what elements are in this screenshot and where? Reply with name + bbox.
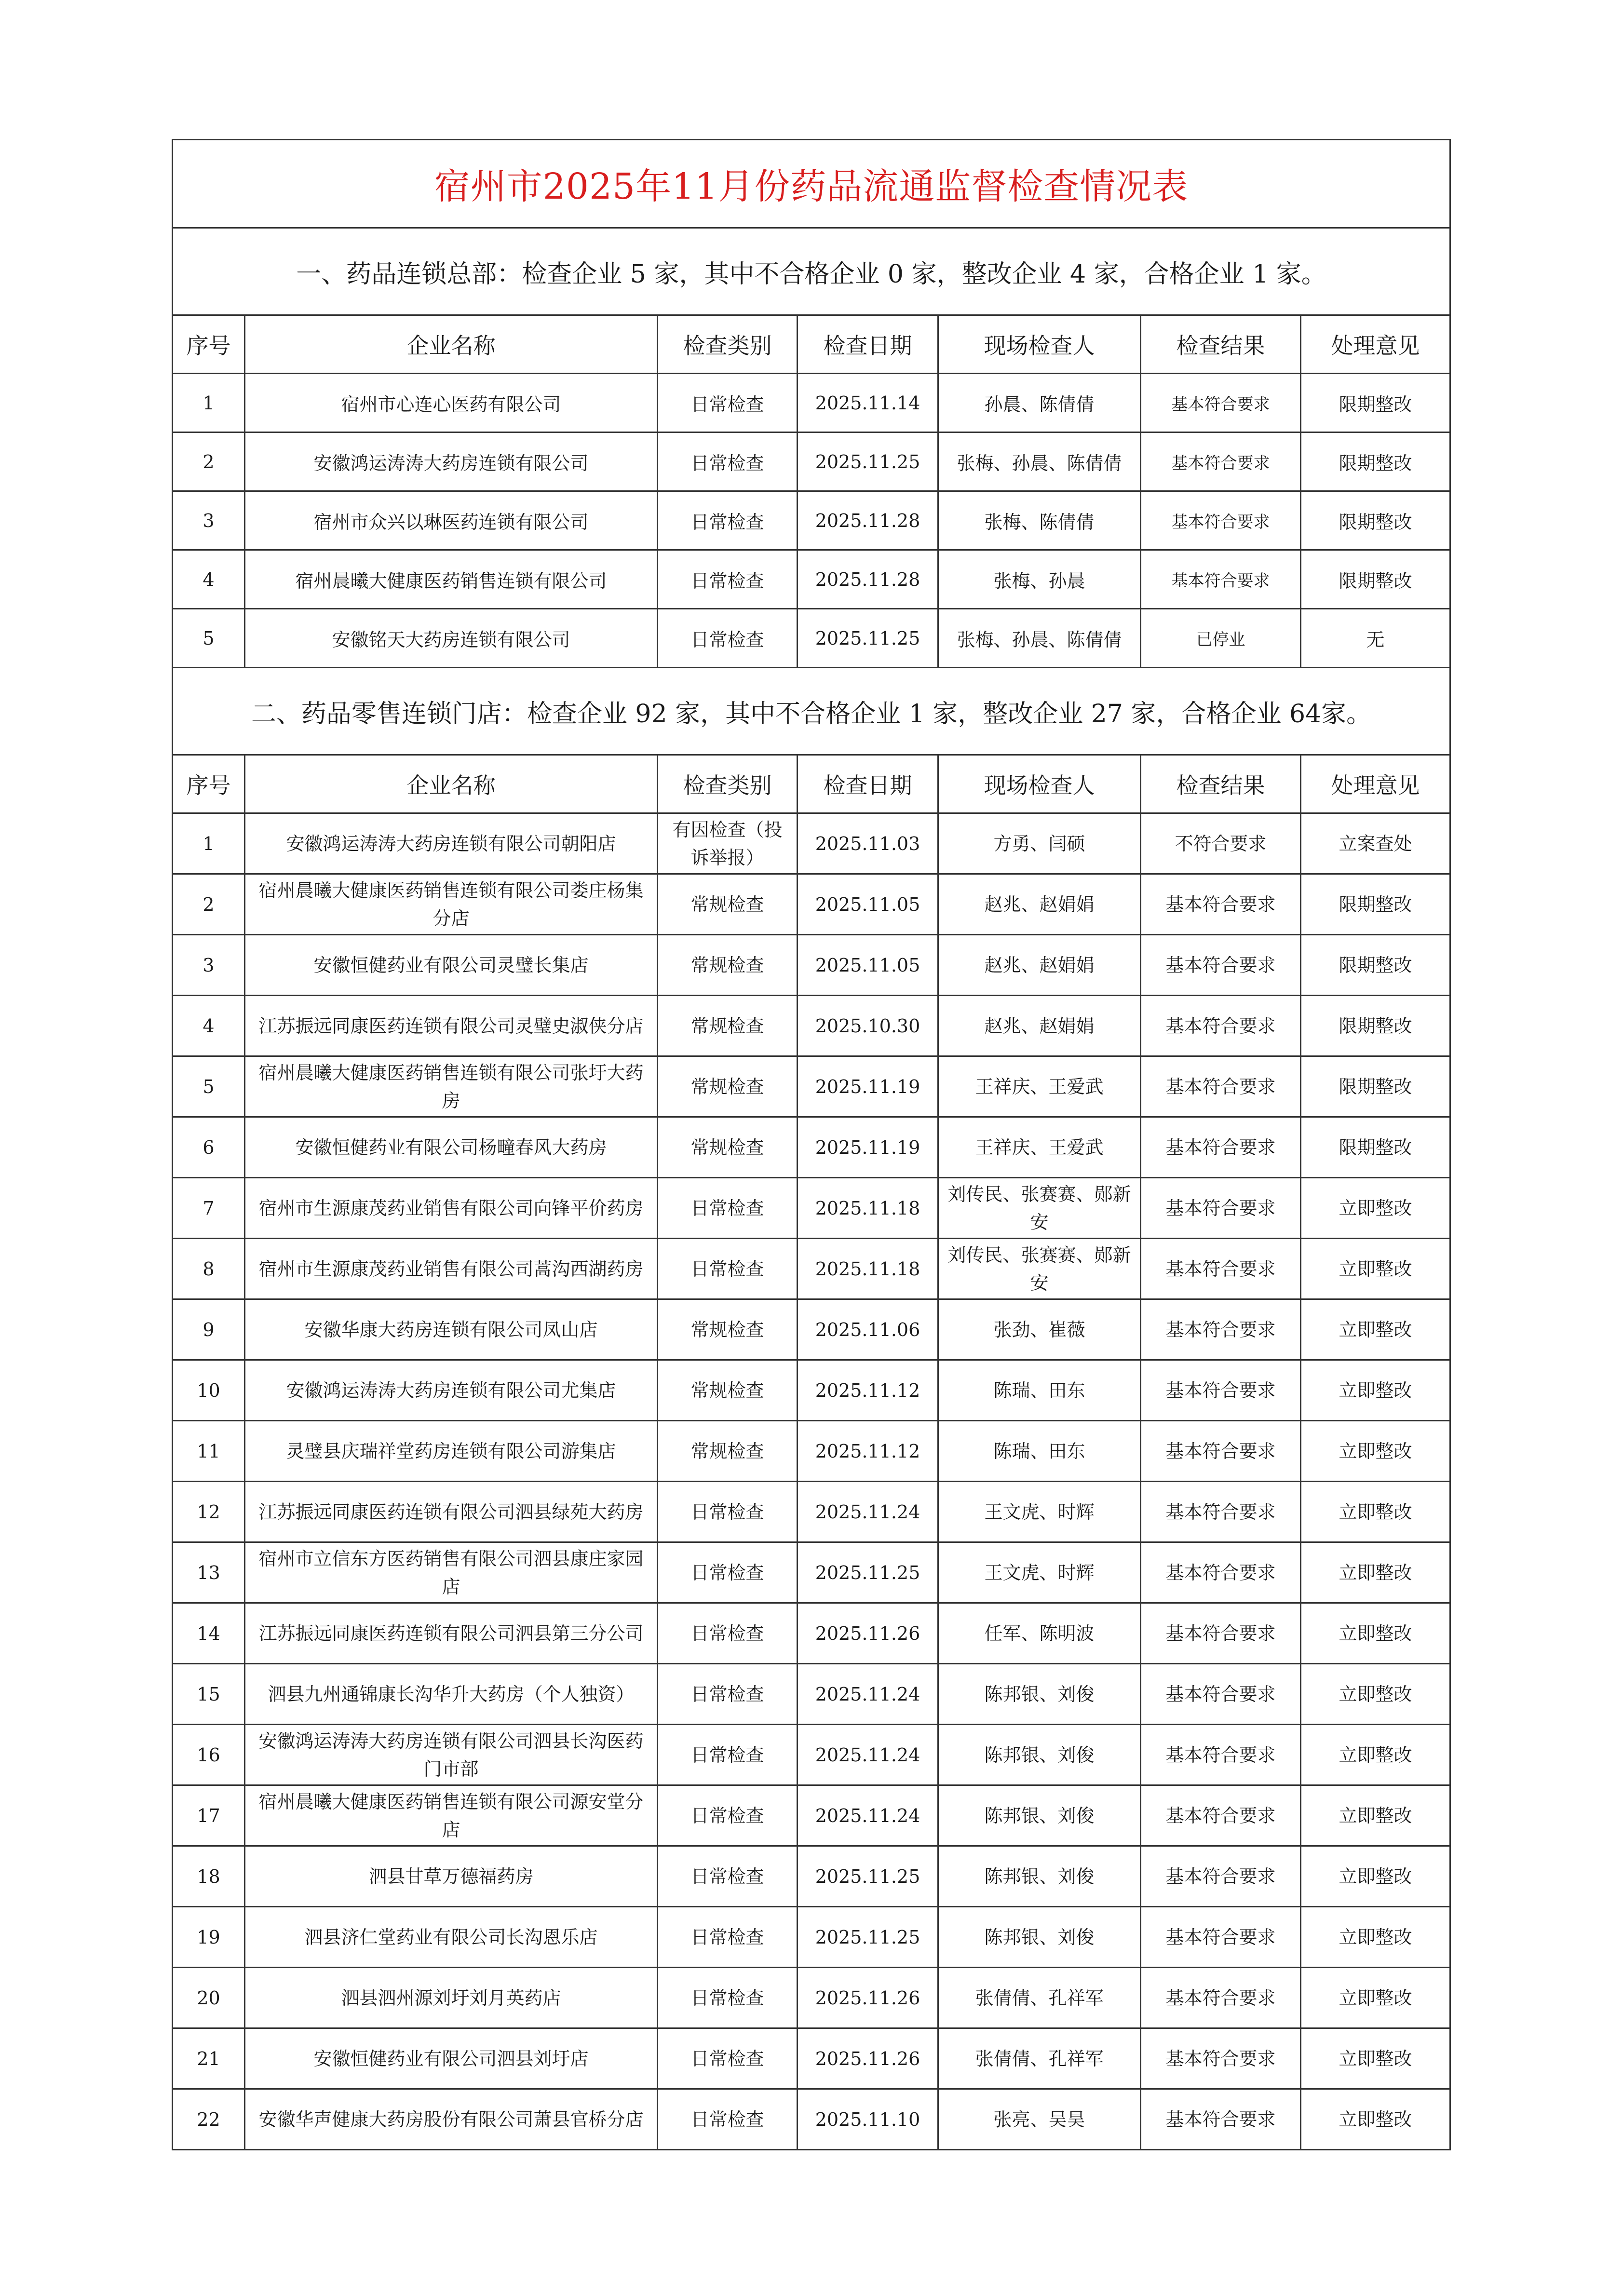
cell-name: 安徽铭天大药房连锁有限公司 <box>245 609 658 668</box>
cell-name: 安徽鸿运涛涛大药房连锁有限公司尤集店 <box>245 1360 658 1421</box>
cell-result: 基本符合要求 <box>1141 2028 1301 2089</box>
cell-type: 日常检查 <box>658 1239 798 1299</box>
cell-result: 基本符合要求 <box>1141 874 1301 935</box>
cell-date: 2025.11.12 <box>798 1421 938 1482</box>
cell-name: 宿州市生源康茂药业销售有限公司向锋平价药房 <box>245 1178 658 1239</box>
cell-type: 日常检查 <box>658 1725 798 1785</box>
cell-inspectors: 刘传民、张赛赛、郧新安 <box>938 1178 1141 1239</box>
header-date: 检查日期 <box>798 315 938 374</box>
cell-date: 2025.11.28 <box>798 550 938 609</box>
cell-no: 19 <box>173 1907 245 1968</box>
table-row <box>173 491 1450 550</box>
cell-type: 常规检查 <box>658 996 798 1056</box>
cell-name: 宿州市众兴以琳医药连锁有限公司 <box>245 491 658 550</box>
cell-result: 基本符合要求 <box>1141 1360 1301 1421</box>
cell-result: 不符合要求 <box>1141 813 1301 874</box>
cell-name: 泗县甘草万德福药房 <box>245 1846 658 1907</box>
cell-action: 限期整改 <box>1301 491 1450 550</box>
header-inspectors: 现场检查人 <box>938 755 1141 813</box>
cell-date: 2025.11.06 <box>798 1299 938 1360</box>
header-result: 检查结果 <box>1141 755 1301 813</box>
cell-name: 安徽华声健康大药房股份有限公司萧县官桥分店 <box>245 2089 658 2150</box>
table-row <box>173 1968 1450 2028</box>
table-row <box>173 1421 1450 1482</box>
table-row <box>173 1299 1450 1360</box>
cell-name: 江苏振远同康医药连锁有限公司泗县绿苑大药房 <box>245 1482 658 1542</box>
table-row <box>173 1482 1450 1542</box>
header-result: 检查结果 <box>1141 315 1301 374</box>
cell-action: 限期整改 <box>1301 874 1450 935</box>
cell-action: 立即整改 <box>1301 1421 1450 1482</box>
header-action: 处理意见 <box>1301 315 1450 374</box>
header-name: 企业名称 <box>245 755 658 813</box>
cell-type: 日常检查 <box>658 609 798 668</box>
cell-date: 2025.10.30 <box>798 996 938 1056</box>
cell-type: 常规检查 <box>658 935 798 996</box>
cell-inspectors: 方勇、闫硕 <box>938 813 1141 874</box>
cell-result: 基本符合要求 <box>1141 1542 1301 1603</box>
cell-result: 基本符合要求 <box>1141 996 1301 1056</box>
cell-type: 日常检查 <box>658 1603 798 1664</box>
cell-type: 常规检查 <box>658 874 798 935</box>
cell-no: 2 <box>173 432 245 491</box>
table-row <box>173 1542 1450 1603</box>
cell-type: 日常检查 <box>658 2089 798 2150</box>
section1-summary: 一、药品连锁总部：检查企业 5 家，其中不合格企业 0 家，整改企业 4 家，合格企业 1 家。 <box>173 228 1450 315</box>
cell-no: 20 <box>173 1968 245 2028</box>
cell-name: 灵璧县庆瑞祥堂药房连锁有限公司游集店 <box>245 1421 658 1482</box>
cell-no: 11 <box>173 1421 245 1482</box>
cell-no: 22 <box>173 2089 245 2150</box>
cell-date: 2025.11.25 <box>798 1907 938 1968</box>
header-date: 检查日期 <box>798 755 938 813</box>
cell-type: 日常检查 <box>658 2028 798 2089</box>
cell-result: 基本符合要求 <box>1141 491 1301 550</box>
cell-inspectors: 王祥庆、王爱武 <box>938 1056 1141 1117</box>
table-row <box>173 1239 1450 1299</box>
cell-inspectors: 赵兆、赵娟娟 <box>938 996 1141 1056</box>
cell-action: 立即整改 <box>1301 1482 1450 1542</box>
cell-name: 宿州市立信东方医药销售有限公司泗县康庄家园店 <box>245 1542 658 1603</box>
table-row <box>173 432 1450 491</box>
cell-no: 17 <box>173 1785 245 1846</box>
cell-inspectors: 张倩倩、孔祥军 <box>938 2028 1141 2089</box>
cell-name: 泗县泗州源刘圩刘月英药店 <box>245 1968 658 2028</box>
cell-action: 限期整改 <box>1301 1117 1450 1178</box>
cell-result: 基本符合要求 <box>1141 1846 1301 1907</box>
cell-action: 立即整改 <box>1301 1239 1450 1299</box>
table-row <box>173 874 1450 935</box>
cell-no: 2 <box>173 874 245 935</box>
cell-date: 2025.11.25 <box>798 1846 938 1907</box>
header-inspectors: 现场检查人 <box>938 315 1141 374</box>
section1-header-row <box>173 315 1450 374</box>
cell-result: 基本符合要求 <box>1141 1421 1301 1482</box>
cell-type: 常规检查 <box>658 1117 798 1178</box>
cell-date: 2025.11.19 <box>798 1056 938 1117</box>
cell-result: 基本符合要求 <box>1141 935 1301 996</box>
cell-no: 9 <box>173 1299 245 1360</box>
cell-result: 基本符合要求 <box>1141 1603 1301 1664</box>
cell-date: 2025.11.03 <box>798 813 938 874</box>
cell-result: 基本符合要求 <box>1141 1968 1301 2028</box>
cell-date: 2025.11.18 <box>798 1239 938 1299</box>
cell-no: 14 <box>173 1603 245 1664</box>
section2-summary-row <box>173 668 1450 755</box>
cell-result: 基本符合要求 <box>1141 1117 1301 1178</box>
cell-result: 基本符合要求 <box>1141 1178 1301 1239</box>
cell-no: 13 <box>173 1542 245 1603</box>
cell-action: 立即整改 <box>1301 1968 1450 2028</box>
cell-name: 江苏振远同康医药连锁有限公司灵璧史淑侠分店 <box>245 996 658 1056</box>
cell-action: 立即整改 <box>1301 1785 1450 1846</box>
cell-type: 日常检查 <box>658 432 798 491</box>
cell-name: 宿州晨曦大健康医药销售连锁有限公司源安堂分店 <box>245 1785 658 1846</box>
cell-type: 日常检查 <box>658 1907 798 1968</box>
cell-inspectors: 张梅、孙晨 <box>938 550 1141 609</box>
table-row <box>173 1664 1450 1725</box>
cell-name: 泗县济仁堂药业有限公司长沟恩乐店 <box>245 1907 658 1968</box>
cell-type: 日常检查 <box>658 1542 798 1603</box>
cell-inspectors: 张梅、孙晨、陈倩倩 <box>938 609 1141 668</box>
table-row <box>173 2028 1450 2089</box>
cell-no: 16 <box>173 1725 245 1785</box>
cell-inspectors: 陈邦银、刘俊 <box>938 1785 1141 1846</box>
cell-action: 立即整改 <box>1301 1664 1450 1725</box>
cell-no: 3 <box>173 935 245 996</box>
cell-type: 日常检查 <box>658 1664 798 1725</box>
page-title: 宿州市2025年11月份药品流通监督检查情况表 <box>173 140 1450 228</box>
table-row <box>173 1178 1450 1239</box>
cell-type: 有因检查（投诉举报） <box>658 813 798 874</box>
cell-result: 基本符合要求 <box>1141 1056 1301 1117</box>
cell-inspectors: 张劲、崔薇 <box>938 1299 1141 1360</box>
table-row <box>173 813 1450 874</box>
cell-action: 限期整改 <box>1301 550 1450 609</box>
cell-date: 2025.11.05 <box>798 874 938 935</box>
cell-result: 基本符合要求 <box>1141 432 1301 491</box>
cell-action: 限期整改 <box>1301 1056 1450 1117</box>
cell-action: 立即整改 <box>1301 2028 1450 2089</box>
table-row <box>173 1117 1450 1178</box>
table-row <box>173 1725 1450 1785</box>
table-row <box>173 935 1450 996</box>
cell-result: 基本符合要求 <box>1141 1725 1301 1785</box>
cell-date: 2025.11.19 <box>798 1117 938 1178</box>
cell-name: 宿州晨曦大健康医药销售连锁有限公司娄庄杨集分店 <box>245 874 658 935</box>
cell-action: 立即整改 <box>1301 1603 1450 1664</box>
cell-type: 日常检查 <box>658 1968 798 2028</box>
cell-inspectors: 王祥庆、王爱武 <box>938 1117 1141 1178</box>
cell-name: 江苏振远同康医药连锁有限公司泗县第三分公司 <box>245 1603 658 1664</box>
cell-name: 安徽恒健药业有限公司杨疃春风大药房 <box>245 1117 658 1178</box>
cell-action: 立即整改 <box>1301 1299 1450 1360</box>
cell-inspectors: 赵兆、赵娟娟 <box>938 935 1141 996</box>
table-row <box>173 1056 1450 1117</box>
cell-no: 4 <box>173 550 245 609</box>
cell-date: 2025.11.24 <box>798 1664 938 1725</box>
cell-date: 2025.11.26 <box>798 1603 938 1664</box>
cell-date: 2025.11.25 <box>798 1542 938 1603</box>
cell-action: 限期整改 <box>1301 432 1450 491</box>
table-row <box>173 996 1450 1056</box>
cell-action: 立即整改 <box>1301 1542 1450 1603</box>
cell-name: 宿州市心连心医药有限公司 <box>245 374 658 432</box>
cell-no: 7 <box>173 1178 245 1239</box>
cell-inspectors: 王文虎、时辉 <box>938 1542 1141 1603</box>
cell-type: 日常检查 <box>658 1846 798 1907</box>
cell-action: 限期整改 <box>1301 935 1450 996</box>
cell-inspectors: 陈邦银、刘俊 <box>938 1907 1141 1968</box>
cell-inspectors: 陈邦银、刘俊 <box>938 1725 1141 1785</box>
cell-action: 立即整改 <box>1301 1178 1450 1239</box>
cell-inspectors: 赵兆、赵娟娟 <box>938 874 1141 935</box>
cell-inspectors: 张倩倩、孔祥军 <box>938 1968 1141 2028</box>
cell-inspectors: 张梅、陈倩倩 <box>938 491 1141 550</box>
cell-no: 18 <box>173 1846 245 1907</box>
cell-type: 常规检查 <box>658 1056 798 1117</box>
cell-name: 安徽鸿运涛涛大药房连锁有限公司朝阳店 <box>245 813 658 874</box>
table-row <box>173 1603 1450 1664</box>
header-name: 企业名称 <box>245 315 658 374</box>
cell-name: 宿州晨曦大健康医药销售连锁有限公司张圩大药房 <box>245 1056 658 1117</box>
table-row <box>173 1907 1450 1968</box>
cell-no: 4 <box>173 996 245 1056</box>
cell-no: 3 <box>173 491 245 550</box>
cell-result: 基本符合要求 <box>1141 1664 1301 1725</box>
cell-no: 1 <box>173 813 245 874</box>
cell-no: 10 <box>173 1360 245 1421</box>
header-no: 序号 <box>173 755 245 813</box>
header-type: 检查类别 <box>658 755 798 813</box>
cell-name: 安徽恒健药业有限公司灵璧长集店 <box>245 935 658 996</box>
cell-inspectors: 陈邦银、刘俊 <box>938 1664 1141 1725</box>
cell-date: 2025.11.10 <box>798 2089 938 2150</box>
cell-date: 2025.11.05 <box>798 935 938 996</box>
cell-no: 21 <box>173 2028 245 2089</box>
cell-result: 基本符合要求 <box>1141 1785 1301 1846</box>
cell-no: 1 <box>173 374 245 432</box>
cell-no: 5 <box>173 1056 245 1117</box>
section2-summary: 二、药品零售连锁门店：检查企业 92 家，其中不合格企业 1 家，整改企业 27 家，合格企业 64家。 <box>173 668 1450 755</box>
cell-date: 2025.11.24 <box>798 1785 938 1846</box>
cell-type: 日常检查 <box>658 550 798 609</box>
cell-no: 6 <box>173 1117 245 1178</box>
table-row <box>173 1785 1450 1846</box>
cell-action: 立即整改 <box>1301 2089 1450 2150</box>
cell-action: 立即整改 <box>1301 1360 1450 1421</box>
table-row <box>173 1846 1450 1907</box>
cell-date: 2025.11.24 <box>798 1482 938 1542</box>
cell-inspectors: 王文虎、时辉 <box>938 1482 1141 1542</box>
table-row <box>173 2089 1450 2150</box>
cell-name: 安徽华康大药房连锁有限公司凤山店 <box>245 1299 658 1360</box>
cell-inspectors: 陈瑞、田东 <box>938 1360 1141 1421</box>
cell-no: 15 <box>173 1664 245 1725</box>
cell-inspectors: 张亮、吴昊 <box>938 2089 1141 2150</box>
cell-action: 立案查处 <box>1301 813 1450 874</box>
header-type: 检查类别 <box>658 315 798 374</box>
cell-name: 泗县九州通锦康长沟华升大药房（个人独资） <box>245 1664 658 1725</box>
cell-inspectors: 刘传民、张赛赛、郧新安 <box>938 1239 1141 1299</box>
cell-name: 安徽鸿运涛涛大药房连锁有限公司 <box>245 432 658 491</box>
cell-type: 常规检查 <box>658 1421 798 1482</box>
cell-inspectors: 任军、陈明波 <box>938 1603 1141 1664</box>
cell-no: 8 <box>173 1239 245 1299</box>
cell-action: 立即整改 <box>1301 1846 1450 1907</box>
cell-date: 2025.11.24 <box>798 1725 938 1785</box>
cell-type: 常规检查 <box>658 1299 798 1360</box>
cell-no: 12 <box>173 1482 245 1542</box>
cell-type: 日常检查 <box>658 374 798 432</box>
cell-inspectors: 张梅、孙晨、陈倩倩 <box>938 432 1141 491</box>
cell-result: 基本符合要求 <box>1141 374 1301 432</box>
cell-type: 日常检查 <box>658 1178 798 1239</box>
cell-name: 宿州晨曦大健康医药销售连锁有限公司 <box>245 550 658 609</box>
cell-date: 2025.11.18 <box>798 1178 938 1239</box>
cell-result: 基本符合要求 <box>1141 1907 1301 1968</box>
cell-result: 基本符合要求 <box>1141 1299 1301 1360</box>
title-row <box>173 140 1450 228</box>
header-no: 序号 <box>173 315 245 374</box>
cell-date: 2025.11.26 <box>798 1968 938 2028</box>
table-row <box>173 1360 1450 1421</box>
cell-date: 2025.11.14 <box>798 374 938 432</box>
cell-inspectors: 陈邦银、刘俊 <box>938 1846 1141 1907</box>
cell-result: 基本符合要求 <box>1141 1239 1301 1299</box>
cell-action: 无 <box>1301 609 1450 668</box>
table-body <box>173 140 1450 2150</box>
section2-header-row <box>173 755 1450 813</box>
cell-result: 已停业 <box>1141 609 1301 668</box>
cell-date: 2025.11.25 <box>798 609 938 668</box>
cell-date: 2025.11.25 <box>798 432 938 491</box>
cell-type: 日常检查 <box>658 1482 798 1542</box>
cell-date: 2025.11.26 <box>798 2028 938 2089</box>
cell-result: 基本符合要求 <box>1141 2089 1301 2150</box>
cell-type: 常规检查 <box>658 1360 798 1421</box>
cell-type: 日常检查 <box>658 491 798 550</box>
cell-action: 立即整改 <box>1301 1725 1450 1785</box>
cell-date: 2025.11.28 <box>798 491 938 550</box>
cell-result: 基本符合要求 <box>1141 550 1301 609</box>
cell-inspectors: 陈瑞、田东 <box>938 1421 1141 1482</box>
cell-type: 日常检查 <box>658 1785 798 1846</box>
cell-action: 立即整改 <box>1301 1907 1450 1968</box>
table-row <box>173 609 1450 668</box>
cell-result: 基本符合要求 <box>1141 1482 1301 1542</box>
cell-no: 5 <box>173 609 245 668</box>
section1-summary-row <box>173 228 1450 315</box>
header-action: 处理意见 <box>1301 755 1450 813</box>
cell-date: 2025.11.12 <box>798 1360 938 1421</box>
cell-name: 宿州市生源康茂药业销售有限公司蒿沟西湖药房 <box>245 1239 658 1299</box>
cell-action: 限期整改 <box>1301 374 1450 432</box>
table-row <box>173 550 1450 609</box>
cell-action: 限期整改 <box>1301 996 1450 1056</box>
cell-name: 安徽恒健药业有限公司泗县刘圩店 <box>245 2028 658 2089</box>
cell-inspectors: 孙晨、陈倩倩 <box>938 374 1141 432</box>
cell-name: 安徽鸿运涛涛大药房连锁有限公司泗县长沟医药门市部 <box>245 1725 658 1785</box>
table-row <box>173 374 1450 432</box>
inspection-table <box>172 139 1451 2150</box>
